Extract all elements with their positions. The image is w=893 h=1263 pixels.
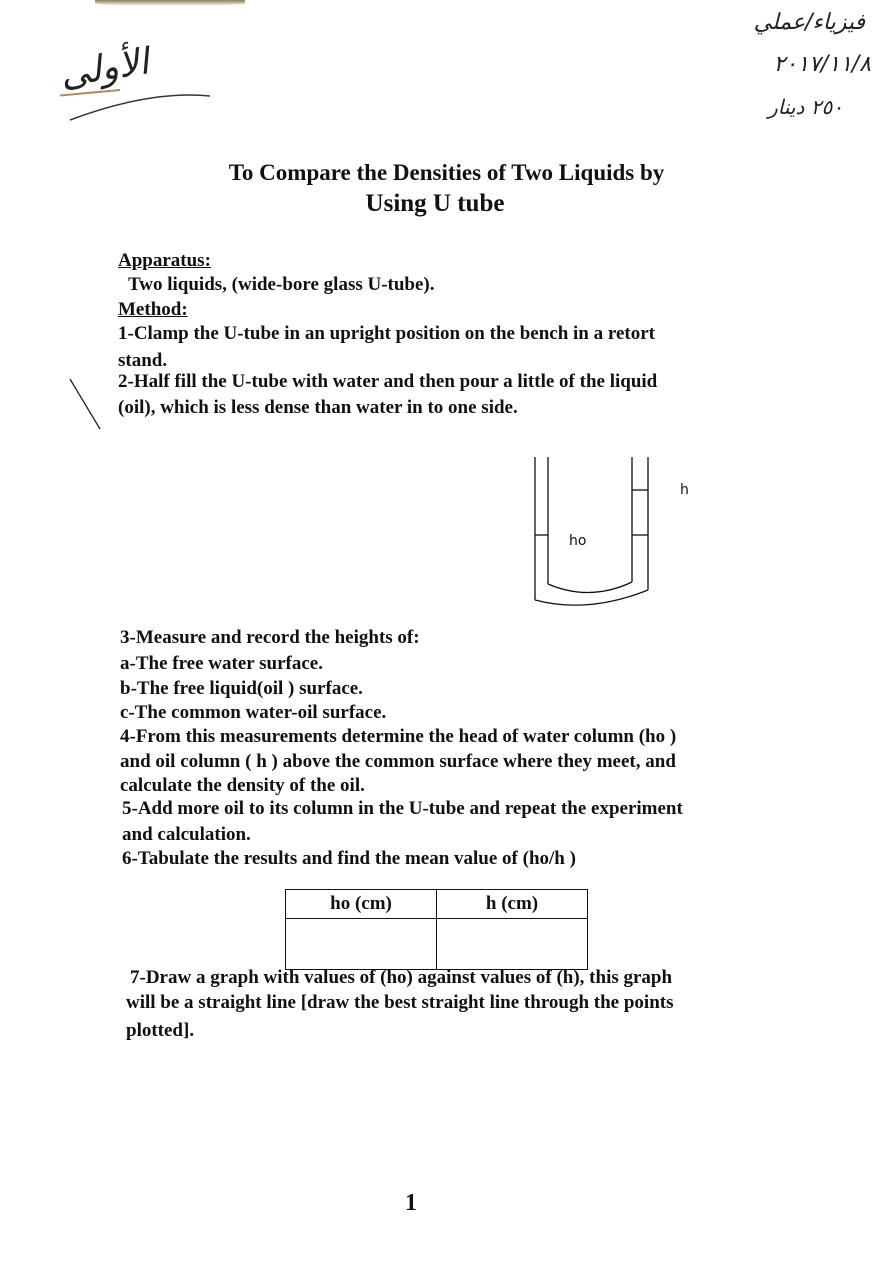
method-step4-line1: 4-From this measurements determine the head of water column (ho ) bbox=[120, 726, 677, 747]
method-step1-line2: stand. bbox=[118, 350, 168, 371]
method-step7-line2: will be a straight line [draw the best straight line through the points bbox=[126, 992, 674, 1013]
handwritten-subject: فيزياء/عملي bbox=[753, 10, 865, 35]
results-table bbox=[285, 889, 588, 970]
method-step4-line3: calculate the density of the oil. bbox=[120, 775, 365, 796]
margin-pen-stroke bbox=[64, 375, 104, 435]
method-step6: 6-Tabulate the results and find the mean value of (ho/h ) bbox=[122, 848, 576, 869]
u-tube-diagram bbox=[528, 452, 689, 617]
handwritten-price: ٢٥٠ دينار bbox=[768, 95, 843, 119]
page-title-line1: To Compare the Densities of Two Liquids by bbox=[228, 160, 665, 185]
table-header-row bbox=[286, 890, 588, 919]
method-step3c: c-The common water-oil surface. bbox=[120, 702, 387, 723]
method-step1-line1: 1-Clamp the U-tube in an upright position on the bench in a retort bbox=[118, 323, 655, 344]
table-cell-h bbox=[437, 919, 588, 970]
apparatus-heading: Apparatus: bbox=[118, 250, 211, 271]
method-step3b: b-The free liquid(oil ) surface. bbox=[120, 678, 363, 699]
page-title-line2: Using U tube bbox=[365, 190, 505, 217]
method-step5-line2: and calculation. bbox=[122, 824, 251, 845]
page-number: 1 bbox=[405, 1190, 417, 1216]
handwritten-name-text: الأولى bbox=[57, 41, 152, 96]
table-header-h: h (cm) bbox=[437, 890, 588, 919]
method-step3a: a-The free water surface. bbox=[120, 653, 323, 674]
method-step2-line2: (oil), which is less dense than water in to one side. bbox=[118, 397, 518, 418]
apparatus-text: Two liquids, (wide-bore glass U-tube). bbox=[128, 274, 435, 295]
method-heading: Method: bbox=[118, 299, 188, 320]
label-h: h bbox=[680, 482, 689, 498]
handwritten-date: ٢٠١٧/١١/٨ bbox=[773, 52, 871, 77]
method-step2-line1: 2-Half fill the U-tube with water and then pour a little of the liquid bbox=[118, 371, 658, 392]
handwritten-name bbox=[57, 38, 260, 128]
method-step4-line2: and oil column ( h ) above the common surface where they meet, and bbox=[120, 751, 676, 772]
table-cell-ho bbox=[286, 919, 437, 970]
table-header-ho: ho (cm) bbox=[286, 890, 437, 919]
u-tube-drawing bbox=[528, 452, 658, 612]
label-ho: ho bbox=[569, 533, 587, 549]
method-step3: 3-Measure and record the heights of: bbox=[120, 627, 420, 648]
scan-edge-mark bbox=[95, 0, 245, 6]
method-step7-line3: plotted]. bbox=[126, 1020, 195, 1041]
method-step7-line1: 7-Draw a graph with values of (ho) against values of (h), this graph bbox=[130, 967, 673, 988]
method-step5-line1: 5-Add more oil to its column in the U-tube and repeat the experiment bbox=[122, 798, 683, 819]
table-row bbox=[286, 919, 588, 970]
